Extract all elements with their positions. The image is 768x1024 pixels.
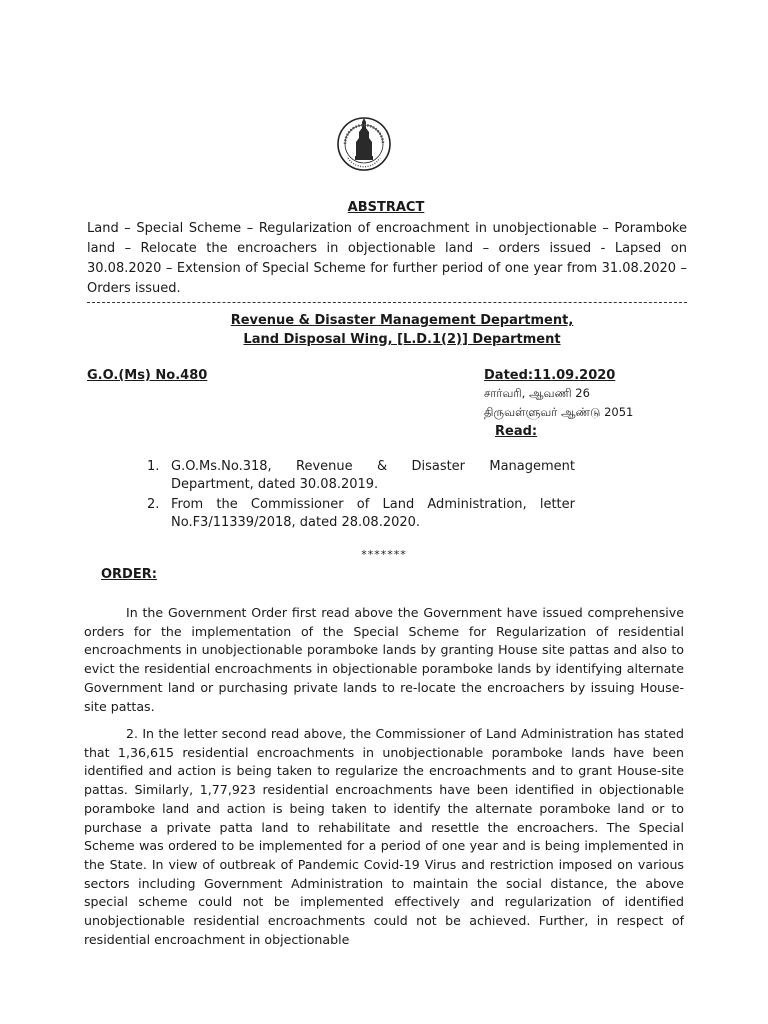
dated: Dated:11.09.2020 (484, 368, 616, 383)
abstract-heading: ABSTRACT (347, 200, 425, 215)
department-line-1: Revenue & Disaster Management Department, (230, 313, 574, 328)
date-block (484, 368, 615, 383)
tamil-date-line-1: சார்வரி, ஆவணி 26 (484, 386, 590, 400)
abstract-text: Land – Special Scheme – Regularization of encroachment in unobjectionable – Poramboke land – Relocate the encroachers in objectionable land – orders issued - Lapsed on 30.08.2020 – Extension of Special Scheme for further period of one year from 31.08.2020 – Orders issued. (87, 221, 687, 296)
reference-text: From the Commissioner of Land Administration, letter No.F3/11339/2018, dated 28.08.2020. (171, 497, 575, 530)
tamil-date-line-2: திருவள்ளுவர் ஆண்டு 2051 (484, 405, 634, 419)
reference-item (145, 496, 575, 532)
read-heading: Read: (495, 424, 538, 439)
department-line-2: Land Disposal Wing, [L.D.1(2)] Department (243, 332, 561, 347)
state-emblem-icon (336, 104, 392, 186)
reference-number: 1. (147, 459, 160, 474)
reference-list (145, 458, 575, 534)
order-heading: ORDER: (101, 567, 157, 582)
dashed-divider (87, 302, 687, 303)
go-number: G.O.(Ms) No.480 (87, 368, 208, 383)
order-paragraph-1: In the Government Order first read above the Government have issued comprehensive orders for the implementation of the Special Scheme for Regularization of residential encroachments in unobjectionable poramboke lands by granting House site pattas and also to evict the residential encroachments in objectionable poramboke lands by identifying alternate Government land or purchasing private lands to re-locate the encroachers by issuing House-site pattas. (84, 605, 684, 714)
department-heading (0, 311, 768, 349)
order-paragraph-2: 2. In the letter second read above, the Commissioner of Land Administration has stated that 1,36,615 residential encroachments in unobjectionable poramboke lands have been identified and action is being taken to regularize the encroachments and to grant House-site pattas. Similarly, 1,77,923 residential encroachments have been identified in objectionable poramboke land and action is being taken to identify the alternate poramboke land or to purchase a private patta land to rehabilitate and resettle the encroachers. The Special Scheme was ordered to be implemented for a period of one year and is being implemented in the State. In view of outbreak of Pandemic Covid-19 Virus and restriction imposed on various sectors including Government Administration to maintain the social distance, the above special scheme could not be implemented effectively and regularization of identified unobjectionable residential encroachments could not be achieved. Further, in respect of residential encroachment in objectionable (84, 726, 684, 947)
reference-item (145, 458, 575, 494)
reference-text: G.O.Ms.No.318, Revenue & Disaster Management Department, dated 30.08.2019. (171, 459, 575, 492)
reference-number: 2. (147, 497, 160, 512)
separator: ******* (361, 548, 407, 561)
